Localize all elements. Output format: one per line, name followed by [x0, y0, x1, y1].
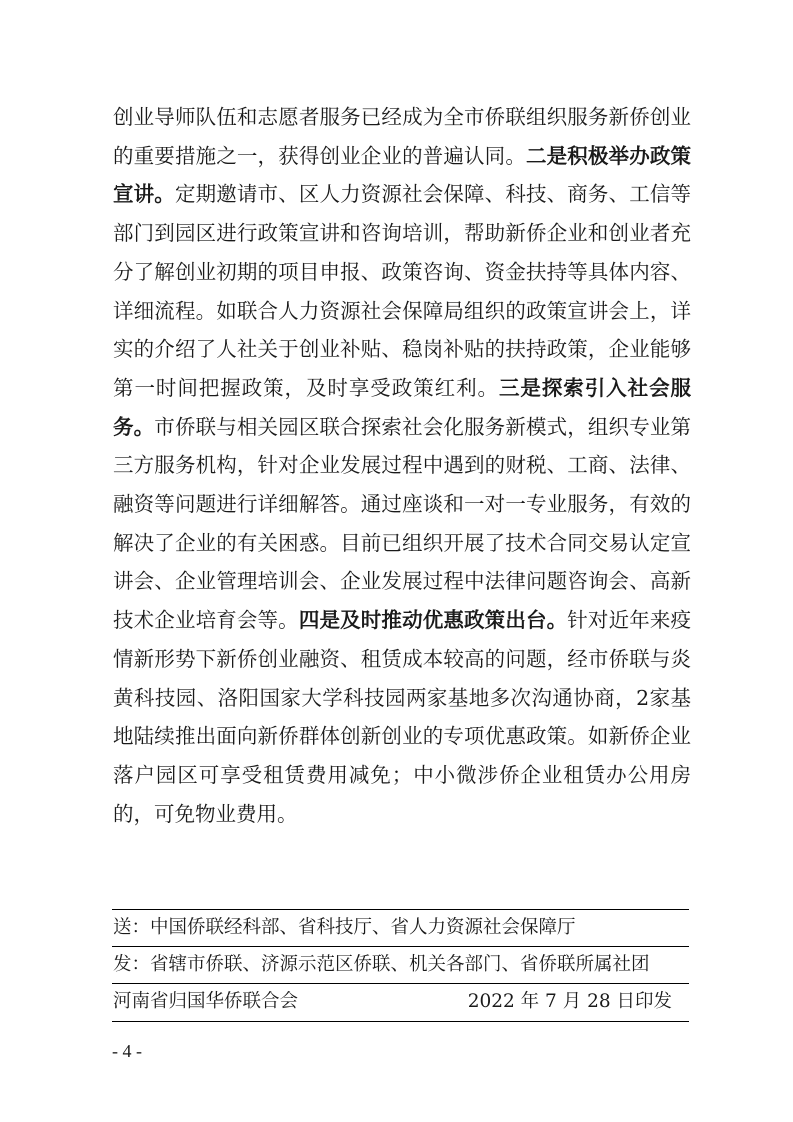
footer-divider-rule [112, 946, 689, 947]
paragraph-text-4: 针对近年来疫情新形势下新侨创业融资、租赁成本较高的问题，经市侨联与炎黄科技园、洛阳国家大学科技园两家基地多次沟通协商，2家基地陆续推出面向新侨群体创新创业的专项优惠政策。如新侨企业落户园区可享受租赁费用减免；中小微涉侨企业租赁办公用房的，可免物业费用。 [113, 608, 692, 826]
footer-divider-rule-2 [112, 983, 689, 984]
footer-top-rule [112, 909, 689, 910]
footer-bottom-rule [112, 1021, 689, 1022]
paragraph-text-3: 市侨联与相关园区联合探索社会化服务新模式，组织专业第三方服务机构，针对企业发展过程中遇到的财税、工商、法律、融资等问题进行详细解答。通过座谈和一对一专业服务，有效的解决了企业的有关困惑。目前已组织开展了技术合同交易认定宣讲会、企业管理培训会、企业发展过程中法律问题咨询会、高新技术企业培育会等。 [113, 414, 691, 633]
heading-social-services: 三是探索引入社会服务。 [113, 375, 692, 439]
page-number: - 4 - [112, 1041, 142, 1061]
heading-preferential-policy: 四是及时推动优惠政策出台。 [298, 608, 568, 633]
paragraph-text-2: 定期邀请市、区人力资源社会保障、科技、商务、工信等部门到园区进行政策宣讲和咨询培训，帮助新侨企业和创业者充分了解创业初期的项目申报、政策咨询、资金扶持等具体内容、详细流程。如联合人力资源社会保障局组织的政策宣讲会上，详实的介绍了人社关于创业补贴、稳岗补贴的扶持政策，企业能够第一时间把握政策，及时享受政策红利。 [113, 182, 692, 400]
paragraph-text-1: 创业导师队伍和志愿者服务已经成为全市侨联组织服务新侨创业的重要措施之一，获得创业企业的普遍认同。 [113, 105, 691, 168]
footer-print-date: 2022 年 7 月 28 日印发 [467, 991, 672, 1012]
footer-issue-line [113, 987, 688, 1017]
heading-policy-briefing: 二是积极举办政策宣讲。 [113, 143, 692, 207]
body-paragraph [113, 98, 691, 833]
footer-distribute-to: 发：省辖市侨联、济源示范区侨联、机关各部门、省侨联所属社团 [113, 954, 650, 975]
footer-send-to: 送：中国侨联经科部、省科技厅、省人力资源社会保障厅 [113, 917, 576, 938]
footer-issuer: 河南省归国华侨联合会 [113, 991, 299, 1012]
